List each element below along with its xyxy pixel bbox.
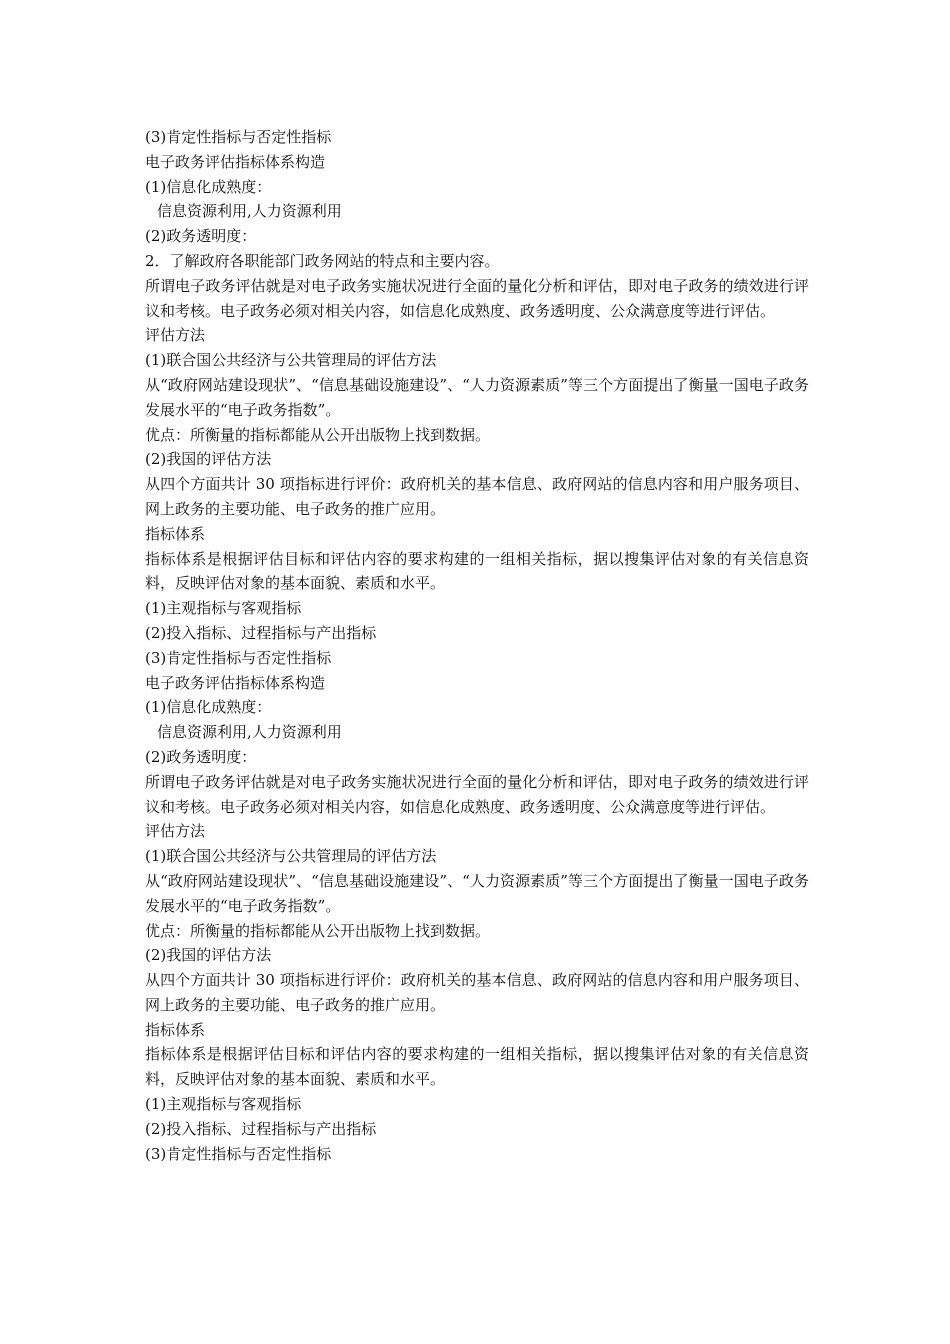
body-paragraph: 所谓电子政务评估就是对电子政务实施状况进行全面的量化分析和评估，即对电子政务的绩效进行评议和考核。电子政务必须对相关内容，如信息化成熟度、政务透明度、公众满意度等进行评估。 [145, 276, 809, 320]
text-line: (1)联合国公共经济与公共管理局的评估方法 [145, 351, 437, 370]
body-paragraph: 从四个方面共计 30 项指标进行评价：政府机关的基本信息、政府网站的信息内容和用户服务项目、网上政务的主要功能、电子政务的推广应用。 [145, 475, 809, 518]
text-line: (2)政务透明度： [145, 227, 257, 246]
body-paragraph: 指标体系是根据评估目标和评估内容的要求构建的一组相关指标，据以搜集评估对象的有关信息资料，反映评估对象的基本面貌、素质和水平。 [145, 1045, 809, 1089]
text-line: (1)主观指标与客观指标 [145, 599, 302, 618]
text-line: (2)我国的评估方法 [145, 946, 272, 965]
text-line: (1)信息化成熟度： [145, 177, 272, 196]
text-line: (1)主观指标与客观指标 [145, 1095, 302, 1114]
text-line: (2)政务透明度： [145, 747, 257, 766]
body-paragraph: 从四个方面共计 30 项指标进行评价：政府机关的基本信息、政府网站的信息内容和用户服务项目、网上政务的主要功能、电子政务的推广应用。 [145, 971, 809, 1014]
text-line: (1)联合国公共经济与公共管理局的评估方法 [145, 847, 437, 866]
text-line: 优点：所衡量的指标都能从公开出版物上找到数据。 [145, 425, 491, 444]
body-paragraph: 所谓电子政务评估就是对电子政务实施状况进行全面的量化分析和评估，即对电子政务的绩效进行评议和考核。电子政务必须对相关内容，如信息化成熟度、政务透明度、公众满意度等进行评估。 [145, 772, 809, 816]
text-line: (2)投入指标、过程指标与产出指标 [145, 1119, 377, 1138]
text-line: 指标体系 [145, 1020, 206, 1039]
body-paragraph: 从“政府网站建设现状”、“信息基础设施建设”、“人力资源素质”等三个方面提出了衡量一国电子政务发展水平的“电子政务指数”。 [145, 871, 809, 915]
text-line: (1)信息化成熟度： [145, 698, 272, 717]
text-line: 评估方法 [145, 822, 206, 841]
indented-line: 信息资源利用,人力资源利用 [157, 202, 342, 221]
text-line: (3)肯定性指标与否定性指标 [145, 128, 332, 146]
text-line: (2)投入指标、过程指标与产出指标 [145, 623, 377, 642]
document-body [145, 125, 809, 1166]
indented-line: 信息资源利用,人力资源利用 [157, 723, 342, 742]
text-line: 优点：所衡量的指标都能从公开出版物上找到数据。 [145, 921, 491, 940]
text-line: 指标体系 [145, 524, 206, 543]
text-line: 2．了解政府各职能部门政务网站的特点和主要内容。 [145, 251, 500, 270]
body-paragraph: 从“政府网站建设现状”、“信息基础设施建设”、“人力资源素质”等三个方面提出了衡量一国电子政务发展水平的“电子政务指数”。 [145, 375, 809, 419]
text-line: (2)我国的评估方法 [145, 450, 272, 469]
text-line: (3)肯定性指标与否定性指标 [145, 648, 332, 667]
text-line: (3)肯定性指标与否定性指标 [145, 1144, 332, 1163]
text-line: 评估方法 [145, 326, 206, 345]
text-line: 电子政务评估指标体系构造 [145, 152, 326, 171]
text-line: 电子政务评估指标体系构造 [145, 673, 326, 692]
body-paragraph: 指标体系是根据评估目标和评估内容的要求构建的一组相关指标，据以搜集评估对象的有关信息资料，反映评估对象的基本面貌、素质和水平。 [145, 549, 809, 593]
